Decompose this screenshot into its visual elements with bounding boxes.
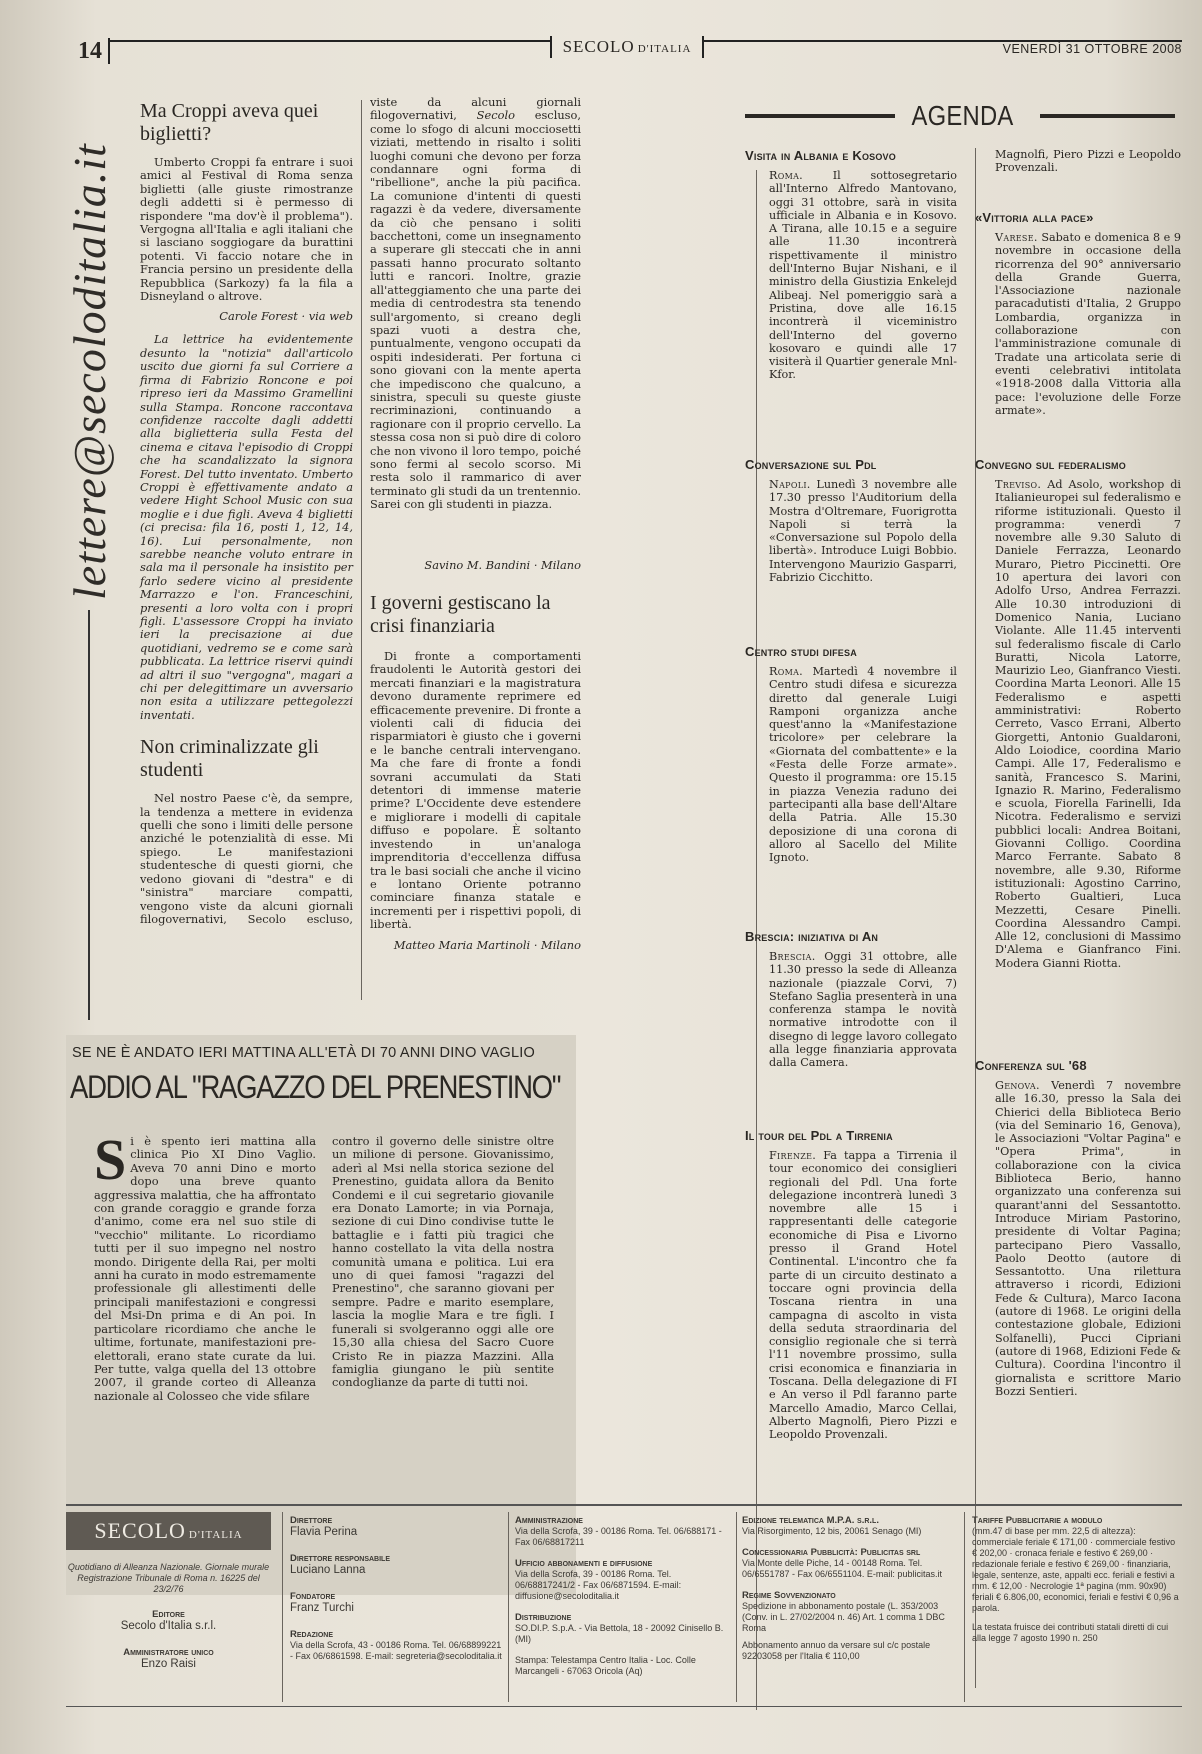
agenda-item-body-2 xyxy=(745,665,957,905)
agenda-item-lead-4: Firenze. xyxy=(769,1149,817,1162)
agenda-item-title-6: Convegno sul federalismo xyxy=(975,457,1126,472)
agenda-item-title-5: «Vittoria alla pace» xyxy=(975,210,1094,225)
agenda-item-text-6: Ad Asolo, workshop di Italianieuropei sul federalismo e riforme istituzionali. Questo il programma: venerdì 7 novembre alle 9.30 Saluto di Daniele Ferrazza, Leonardo Muraro, Pietro Piccinetti. Ore 10 apertura dei lavori con Adolfo Urso, Andrea Ferrazzi. Alle 10.30 introduzioni di Domenico Nania, Luciano Violante. Alle 11.45 interventi sul federalismo fiscale di Carlo Buratti, Nicola Latorre, Maurizio Leo, Gianfranco Viesti. Coordina Marta Leonori. Alle 15 Federalismo e aspetti amministrativi: Roberto Cerreto, Vasco Errani, Alberto Giorgetti, Antonio Gualdaroni, Aldo Loiodice, coordina Mario Campi. Alle 17, Federalismo e sanità, Francesco S. Marini, Ignazio R. Marino, Federalismo e scuola, Fiorella Farinelli, Ida Nicotra. Federalismo e servizi pubblici locali: Andrea Boitani, Giovanni Colligo. Coordina Marco Ferrante. Sabato 8 novembre, alle 9.30, Riforme istituzionali: Agostino Carrino, Roberto Gualtieri, Luca Mezzetti, Cesare Pinelli. Coordina Alessandro Campi. Alle 12, conclusioni di Massimo D'Alema e Gianfranco Fini. Modera Gianni Riotta. xyxy=(995,478,1181,970)
letters-column-2 xyxy=(370,96,581,952)
agenda-item-title-1: Conversazione sul Pdl xyxy=(745,457,877,472)
agenda-item-text-0: Il sottosegretario all'Interno Alfredo Mantovano, oggi 31 ottobre, sarà in visita ufficiale in Albania e in Kosovo. A Tirana, alle 10.15 e a seguire alle 11.30 incontrerà rispettivamente il ministro dell'Interno Bujar Nishani, e il ministro della Giustizia Enkelejd Alibeaj. Nel pomeriggio sarà a Pristina, dove alle 16.15 incontrerà il viceministro dell'Interno del governo kosovaro e quindi alle 17 visiterà il Quartier generale Mnl-Kfor. xyxy=(769,169,957,382)
letters-column-rule xyxy=(361,100,362,1000)
footer-masthead xyxy=(66,1512,271,1702)
agenda-item-body-7 xyxy=(975,1079,1181,1571)
letters-column-1 xyxy=(140,100,353,932)
agenda-item-text-5: Sabato e domenica 8 e 9 novembre in occasione della ricorrenza del 90° anniversario della Grande Guerra, l'Associazione nazionale paracadutisti d'Italia, 2 Gruppo Lombardia, organizza in collaborazione con l'amministrazione comunale di Tradate una articolata serie di eventi celebrativi intitolata «1918-2008 dalla Vittoria alla pace: l'evoluzione delle Forze armate». xyxy=(995,231,1181,417)
footer-rule-1 xyxy=(282,1512,283,1702)
agenda-rule-right xyxy=(1040,114,1175,118)
agenda-item-lead-2: Roma. xyxy=(769,665,804,678)
footer-col-4 xyxy=(742,1515,957,1662)
footer-direttore-label: Direttore xyxy=(290,1515,333,1526)
agenda-item-lead-3: Brescia. xyxy=(769,950,816,963)
agenda-item-title-7: Conferenza sul '68 xyxy=(975,1058,1087,1073)
letter-studenti-continued xyxy=(370,96,581,556)
agenda-item-text-7: Venerdì 7 novembre alle 16.30, presso la Sala dei Chierici della Biblioteca Berio (via del Seminario 16, Genova), le Associazioni "Voltar Pagina" e "Opera Prima", in collaborazione con la civica Biblioteca Berio, hanno organizzato una conferenza sui quarant'anni del Sessantotto. Introduce Miriam Pastorino, presidente di Voltar Pagina; partecipano Piero Vassallo, Paolo Deotto (autore di Sessantotto. Una rilettura attraverso i ricordi, Edizioni Fede & Cultura), Marco Iacona (autore di 1968. Le origini della contestazione globale, Edizioni Solfanelli), Pucci Cipriani (autore di 1968, Edizioni Fede & Cultura). Coordina l'incontro il giornalista e scrittore Mario Bozzi Sentieri. xyxy=(995,1079,1181,1398)
agenda-item-lead-1: Napoli. xyxy=(769,478,811,491)
letter-title-studenti: Non criminalizzate gli studenti xyxy=(140,736,319,782)
masthead-rule xyxy=(110,40,550,42)
letter-body-governi xyxy=(370,650,581,932)
agenda-item-body-5 xyxy=(975,231,1181,431)
agenda-item-lead-6: Treviso. xyxy=(995,478,1042,491)
masthead-paper-name: SECOLO xyxy=(562,37,635,56)
obituary-headline: ADDIO AL "RAGAZZO DEL PRENESTINO" xyxy=(70,1069,561,1105)
masthead-date: VENERDÌ 31 OTTOBRE 2008 xyxy=(1002,42,1182,56)
obituary-kicker: SE NE È ANDATO IERI MATTINA ALL'ETÀ DI 70 ANNI DINO VAGLIO xyxy=(72,1045,535,1061)
footer-logo xyxy=(66,1512,271,1550)
footer-editore-label: Editore xyxy=(152,1609,185,1620)
letter-signature-croppi: Carole Forest · via web xyxy=(219,309,353,324)
footer-description: Quotidiano di Alleanza Nazionale. Giornale murale Registrazione Tribunale di Roma n. 16225 del 23/2/76 xyxy=(67,1562,270,1594)
agenda-item-title-0: Visita in Albania e Kosovo xyxy=(745,148,896,163)
letter-reply-text: La lettrice ha evidentemente desunto la "notizia" dall'articolo uscito due giorni fa sul Corriere a firma di Fabrizio Roncone e poi ripreso ieri da Massimo Gramellini sulla Stampa. Roncone raccontava confidenze raccolte dagli addetti alla biglietteria sulla Festa del cinema e citava l'episodio di Croppi che ha scandalizzato la signora Forest. Del tutto inventato. Umberto Croppi è effettivamente andato a vedere Hight School Music con sua moglie e i due figli. Aveva 4 biglietti (ci precisa: fila 16, posti 1, 12, 14, 16). Lui personalmente, non sarebbe neanche voluto entrare in sala ma il personale ha insistito per farlo sedere vicino al presidente Marrazzo e l'on. Franceschini, presenti a loro volta con i propri figli. L'assessore Croppi ha inviato ieri la precisazione ai due quotidiani, vedremo se e come sarà pubblicata. La lettrice riservi quindi ad altri il suo "vergogna", magari a chi per delegittimare un avversario non esita a utilizzare pettegolezzi inventati. xyxy=(140,332,353,722)
footer-tariffe-label: Tariffe Pubblicitarie a modulo xyxy=(972,1515,1103,1526)
footer-amm-label: Amministrazione xyxy=(515,1515,583,1526)
agenda-item-title-2: Centro studi difesa xyxy=(745,644,857,659)
obituary-box xyxy=(66,1035,576,1595)
letter-text-governi: Di fronte a comportamenti fraudolenti le Autorità gestori dei mercati finanziari e la magistratura devono duramente reprimere ed efficacemente prevenire. Di fronte a violenti cali di fiducia dei risparmiatori è giusto che i governi e le banche centrali intervengano. Ma che fare di fronte a fondi sovrani accumulati da Stati detentori di immense materie prime? L'Occidente deve estendere e migliorare i modelli di capitale diffuso e popolare. È soltanto investendo in un'analoga imprenditoria d'eccellenza diffusa tra le basi sociali che anche il vicino e lontano Oriente potranno cominciare finanza statale e incrementi per i rispettivi popoli, di libertà. xyxy=(370,649,581,932)
footer-rule-2 xyxy=(508,1512,509,1702)
side-banner-line xyxy=(88,610,90,1020)
letter-body-croppi xyxy=(140,156,353,303)
side-email-banner: lettere@secoloditalia.it xyxy=(64,143,115,600)
agenda-item-body-3 xyxy=(745,950,957,1092)
letter-signature-studenti: Savino M. Bandini · Milano xyxy=(424,558,581,572)
footer-pubbl-label: Concessionaria Pubblicità: Publicitas srl xyxy=(742,1547,921,1558)
footer-amministratore-label: Amministratore unico xyxy=(123,1647,214,1658)
footer-amministratore: Enzo Raisi xyxy=(141,1658,196,1670)
letter-reply-croppi xyxy=(140,333,353,722)
agenda-item-body-1 xyxy=(745,478,957,618)
masthead-paper-name-small: D'ITALIA xyxy=(637,43,692,55)
agenda-item-lead-0: Roma. xyxy=(769,169,804,182)
obituary-dropcap: S xyxy=(94,1135,127,1192)
agenda-item-title-4: Il tour del Pdl a Tirrenia xyxy=(745,1128,893,1143)
letter-studenti-text-continued: viste da alcuni giornali filogovernativi, Secolo escluso, come lo sfogo di alcuni mocciosetti viziati, mettendo in risalto i soliti luoghi comuni che devono per forza condannare ogni forma di "ribellione", anche la più pacifica. La comunione d'intenti di questi ragazzi è da vedere, diversamente da ciò che pensano i soliti bacchettoni, come un insegnamento a superare gli steccati che in anni passati hanno procurato soltanto lutti e rancori. Inoltre, grazie all'atteggiamento che una parte dei media di centrodestra sta tenendo sull'argomento, si creano degli spazi vuoti a destra che, puntualmente, vengono occupati da ospiti indesiderati. Per fortuna ci sono giovani con la mente aperta che impediscono che qualcuno, a sinistra, speculi su queste giuste recriminazioni, continuando a ragionare con il proprio cervello. La stessa cosa non si può dire di coloro che non vivono il loro tempo, poiché sono fermi al secolo scorso. Mi resta solo il rammarico di aver terminato gli studi da un trentennio. Sarei con gli studenti in piazza. xyxy=(370,96,581,512)
footer-distrib-label: Distribuzione xyxy=(515,1612,572,1623)
footer-top-rule xyxy=(66,1504,1182,1506)
footer-abbon2: Abbonamento annuo da versare sul c/c postale 92203058 per l'Italia € 110,00 xyxy=(742,1640,931,1661)
agenda-item-lead-7: Genova. xyxy=(995,1079,1040,1092)
agenda-item-body-4 xyxy=(745,1149,957,1501)
agenda-item-body-6 xyxy=(975,478,1181,1038)
footer-rule-4 xyxy=(964,1512,965,1702)
footer-rule xyxy=(66,1706,1182,1707)
agenda-rule-left xyxy=(745,114,895,118)
footer-fondatore-label: Fondatore xyxy=(290,1591,336,1602)
agenda-item-title-3: Brescia: iniziativa di An xyxy=(745,929,879,944)
footer-logo-name: SECOLO xyxy=(94,1518,186,1543)
letter-body-studenti xyxy=(140,792,353,926)
footer-fondatore: Franz Turchi xyxy=(290,1602,354,1614)
agenda-item-text-2: Martedì 4 novembre il Centro studi difesa e sicurezza diretto dal generale Luigi Ramponi organizza anche quest'anno la «Manifestazione tricolore» per celebrare la «Giornata del combattente» e la «Festa delle Forze armate». Questo il programma: ore 15.15 in piazza Venezia raduno dei partecipanti alla base dell'Altare della Patria. Alle 15.30 deposizione di una corona di alloro al Sacello del Milite Ignoto. xyxy=(769,665,957,865)
letter-signature-governi: Matteo Maria Martinoli · Milano xyxy=(393,937,581,952)
footer-abbon: Spedizione in abbonamento postale (L. 353/2003 (Conv. in L. 27/02/2004 n. 46) Art. 1 comma 1 DBC Roma xyxy=(742,1601,945,1633)
footer-logo-small: D'ITALIA xyxy=(188,1529,243,1541)
footer-edizioni-label: Edizione telematica M.P.A. s.r.l. xyxy=(742,1515,879,1526)
footer-tariffe: (mm.47 di base per mm. 22,5 di altezza): commerciale feriale € 171,00 · commerciale festivo € 202,00 · cronaca feriale e festivo € 269,00 · redazionale feriale e festivo € 269,00 · finanziaria, legale, sentenze, aste, appalti ecc. feriali e festivi a mm. € 12,00 · Necrologie 1ª pagina (mm. 90x90) feriali € 6.806,00, economici, feriali e festivi € 0,96 a parola. xyxy=(972,1526,1179,1613)
footer-amm: Via della Scrofa, 39 - 00186 Roma. Tel. 06/688171 - Fax 06/68817211 xyxy=(515,1526,722,1547)
footer-stampa: Stampa: Telestampa Centro Italia - Loc. Colle Marcangeli - 67063 Oricola (Aq) xyxy=(515,1655,696,1676)
footer-rule-3 xyxy=(736,1512,737,1702)
letter-title-governi: I governi gestiscano la crisi finanziaria xyxy=(370,592,551,637)
footer-col-5 xyxy=(972,1515,1182,1644)
page-number: 14 xyxy=(78,38,110,64)
agenda-column-1 xyxy=(745,148,957,1501)
footer-redazione-label: Redazione xyxy=(290,1629,334,1640)
agenda-column-2 xyxy=(975,148,1181,1571)
agenda-item-body-0 xyxy=(745,169,957,441)
letter-title-croppi: Ma Croppi aveva quei biglietti? xyxy=(140,100,319,145)
footer-edizioni: Via Risorgimento, 12 bis, 20061 Senago (MI) xyxy=(742,1526,922,1536)
agenda-item-lead-5: Varese. xyxy=(995,231,1038,244)
obituary-col1-text: i è spento ieri mattina alla clinica Pio XI Dino Vaglio. Aveva 70 anni Dino e morto dopo una breve quanto aggressiva malattia, che ha affrontato con grande coraggio e grande forza d'animo, come era nel suo stile di "vecchio" militante. Lo ricordiamo tutti per il suo impegno nel nostro mondo. Dirigente della Rai, per molti anni ha curato in modo estremamente professionale gli allestimenti delle principali manifestazioni e congressi del Msi-Dn prima e di An poi. In particolare ricordiamo che anche le ultime, fortunate, manifestazioni pre-elettorali, erano state curate da lui. Per tutte, valga quella del 13 ottobre 2007, il grande corteo di Alleanza nazionale al Colosseo che vide sfilare xyxy=(94,1135,316,1403)
footer-col-2 xyxy=(290,1515,505,1662)
obituary-col-2: contro il governo delle sinistre oltre un milione di persone. Giovanissimo, aderì al Msi nella storica sezione del Prenestino, guidata allora da Benito Condemi e il cui segretario giovanile era Donato Lamorte; in via Pornaja, sezione di cui Dino condivise tutte le battaglie e i fatti più tragici che hanno costellato la vita della nostra comunità umana e politica. Lui era uno di quei famosi "ragazzi del Prenestino", che saranno giovani per sempre. Padre e marito esemplare, lascia la moglie Mara e tre figli. I funerali si svolgeranno oggi alle ore 15,30 alla chiesa del Sacro Cuore Cristo Re in piazza Mazzini. Alla famiglia giungano le più sentite condoglianze da parte di tutti noi. xyxy=(332,1135,554,1390)
agenda-title: AGENDA xyxy=(911,100,1014,131)
footer-resp-label: Direttore responsabile xyxy=(290,1553,390,1564)
footer-distrib: SO.DI.P. S.p.A. - Via Bettola, 18 - 20092 Cinisello B. (MI) xyxy=(515,1623,724,1644)
agenda-item-text-1: Lunedì 3 novembre alle 17.30 presso l'Auditorium della Mostra d'Oltremare, Fuorigrotta Napoli si terrà la «Conversazione sul Popolo della libertà». Introduce Luigi Bobbio. Intervengono Maurizio Gasparri, Fabrizio Cicchitto. xyxy=(769,478,957,585)
footer-tariffe2: La testata fruisce dei contributi statali diretti di cui alla legge 7 agosto 1990 n. 250 xyxy=(972,1622,1169,1643)
footer-editore: Secolo d'Italia s.r.l. xyxy=(120,1620,217,1632)
footer-col-3 xyxy=(515,1515,730,1677)
footer-pubbl: Via Monte delle Piche, 14 - 00148 Roma. Tel. 06/6551787 - Fax 06/6551104. E-mail: publicitas.it xyxy=(742,1558,942,1579)
agenda-item-text-4: Fa tappa a Tirrenia il tour economico dei consiglieri regionali del Pdl. Una forte delegazione incontrerà lunedì 3 novembre alle 15 i rappresentanti delle categorie economiche di Pisa e Livorno presso il Grand Hotel Continental. L'incontro che fa parte di un circuito destinato a toccare ogni provincia della Toscana rientra in una campagna di ascolto in vista della seduta straordinaria del consiglio regionale che si terrà l'11 novembre prossimo, sulla crisi economica e finanziaria in Toscana. Della delegazione di FI e An verso il Pdl faranno parte Marcello Amadio, Marco Cellai, Alberto Magnolfi, Piero Pizzi e Leopoldo Provenzali. xyxy=(769,1149,957,1442)
footer-uff: Via della Scrofa, 39 - 00186 Roma. Tel. 06/68817241/2 - Fax 06/6871594. E-mail: diffusione@secoloditalia.it xyxy=(515,1569,682,1601)
footer-resp: Luciano Lanna xyxy=(290,1564,366,1576)
footer-uff-label: Ufficio abbonamenti e diffusione xyxy=(515,1558,653,1569)
agenda-item-continued-4: Magnolfi, Piero Pizzi e Leopoldo Provenzali. xyxy=(995,148,1181,175)
footer-redazione: Via della Scrofa, 43 - 00186 Roma. Tel. 06/68899221 - Fax 06/6861598. E-mail: segreteria@secoloditalia.it xyxy=(290,1640,502,1661)
footer-abbon-label: Regime Sovvenzionato xyxy=(742,1590,836,1601)
agenda-item-text-3: Oggi 31 ottobre, alle 11.30 presso la sede di Alleanza nazionale (piazzale Corvi, 7) Stefano Saglia presenterà in una conferenza stampa le novità normative introdotte con il disegno di legge lavoro collegato alla legge finanziaria approvata dalla Camera. xyxy=(769,950,957,1070)
agenda-header xyxy=(745,98,1180,138)
letter-text-studenti: Nel nostro Paese c'è, da sempre, la tendenza a mettere in evidenza quelli che sono i limiti delle persone anziché le potenzialità di esse. Mi spiego. Le manifestazioni studentesche di questi giorni, che vedono giovani di "destra" e di "sinistra" marciare compatti, vengono viste da alcuni giornali filogovernativi, Secolo escluso, xyxy=(140,792,353,926)
masthead-title xyxy=(550,36,704,58)
footer-direttore: Flavia Perina xyxy=(290,1526,358,1538)
letter-text-croppi: Umberto Croppi fa entrare i suoi amici al Festival di Roma senza biglietti (alle giuste rimostranze degli addetti si è permesso di rispondere "ma dov'è il problema"). Vergogna all'Italia e agli italiani che si lasciano soggiogare da burattini potenti. Vi faccio notare che in Francia persino un presidente della Repubblica (Sarkozy) fa la fila a Disneyland o altrove. xyxy=(140,155,353,304)
